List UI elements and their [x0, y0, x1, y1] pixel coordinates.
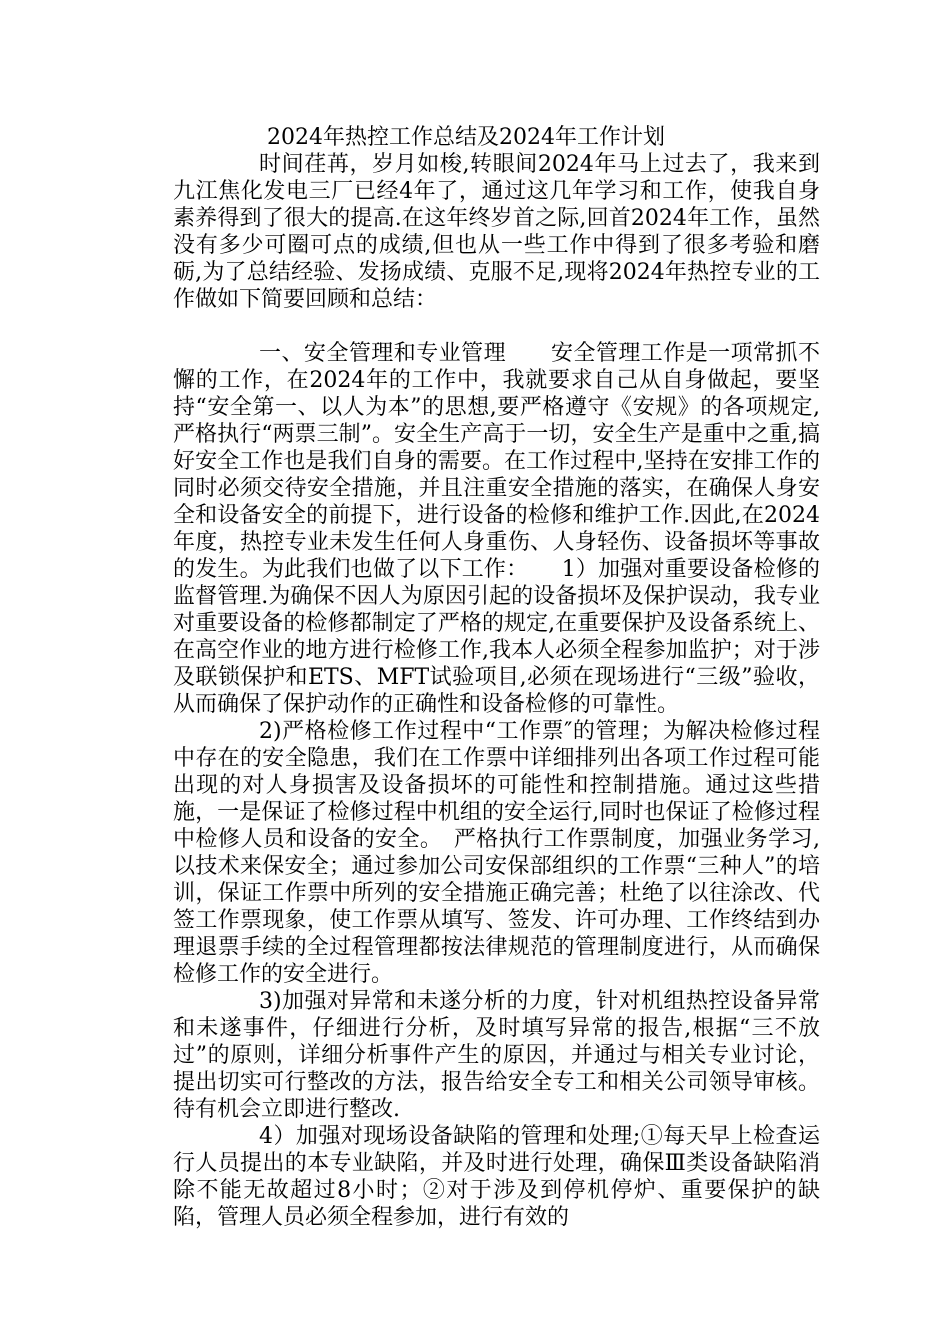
anomaly-analysis-paragraph: 3)加强对异常和未遂分析的力度，针对机组热控设备异常和未遂事件，仔细进行分析，及时填写异常的报告,根据“三不放过”的原则，详细分析事件产生的原因，并通过与相关专业讨论，提出切实可行整改的方法，报告给安全专工和相关公司领导审核。待有机会立即进行整改. — [173, 989, 820, 1122]
document-title: 2024年热控工作总结及2024年工作计划 — [267, 125, 665, 150]
intro-paragraph: 时间荏苒，岁月如梭,转眼间2024年马上过去了，我来到九江焦化发电三厂已经4年了，通过这几年学习和工作，使我自身素养得到了很大的提高.在这年终岁首之际,回首2024年工作，虽然没有多少可圈可点的成绩,但也从一些工作中得到了很多考验和磨砺,为了总结经验、发扬成绩、克服不足,现将2024年热控专业的工作做如下简要回顾和总结： — [173, 152, 820, 312]
safety-management-paragraph: 一、安全管理和专业管理 安全管理工作是一项常抓不懈的工作，在2024年的工作中，我就要求自己从自身做起，要坚持“安全第一、以人为本”的思想,要严格遵守《安规》的各项规定,严格执行“两票三制”。安全生产高于一切，安全生产是重中之重,搞好安全工作也是我们自身的需要。在工作过程中,坚持在安排工作的同时必须交待安全措施，并且注重安全措施的落实，在确保人身安全和设备安全的前提下，进行设备的检修和维护工作.因此,在2024年度，热控专业未发生任何人身重伤、人身轻伤、设备损坏等事故的发生。为此我们也做了以下工作： 1）加强对重要设备检修的监督管理.为确保不因人为原因引起的设备损坏及保护误动，我专业对重要设备的检修都制定了严格的规定,在重要保护及设备系统上、在高空作业的地方进行检修工作,我本人必须全程参加监护；对于涉及联锁保护和ETS、MFT试验项目,必须在现场进行“三级”验收，从而确保了保护动作的正确性和设备检修的可靠性。 — [173, 341, 820, 717]
document-body — [173, 124, 820, 1231]
work-ticket-paragraph: 2)严格检修工作过程中“工作票″的管理；为解决检修过程中存在的安全隐患，我们在工作票中详细排列出各项工作过程可能出现的对人身损害及设备损坏的可能性和控制措施。通过这些措施，一是保证了检修过程中机组的安全运行,同时也保证了检修过程中检修人员和设备的安全。 严格执行工作票制度，加强业务学习,以技术来保安全；通过参加公司安保部组织的工作票“三种人”的培训，保证工作票中所列的安全措施正确完善；杜绝了以往涂改、代签工作票现象，使工作票从填写、签发、许可办理、工作终结到办理退票手续的全过程管理都按法律规范的管理制度进行，从而确保检修工作的安全进行。 — [173, 719, 820, 987]
defect-management-paragraph: 4）加强对现场设备缺陷的管理和处理;①每天早上检查运行人员提出的本专业缺陷，并及时进行处理，确保Ⅲ类设备缺陷消除不能无故超过8小时；②对于涉及到停机停炉、重要保护的缺陷，管理人员必须全程参加，进行有效的 — [173, 1124, 820, 1230]
